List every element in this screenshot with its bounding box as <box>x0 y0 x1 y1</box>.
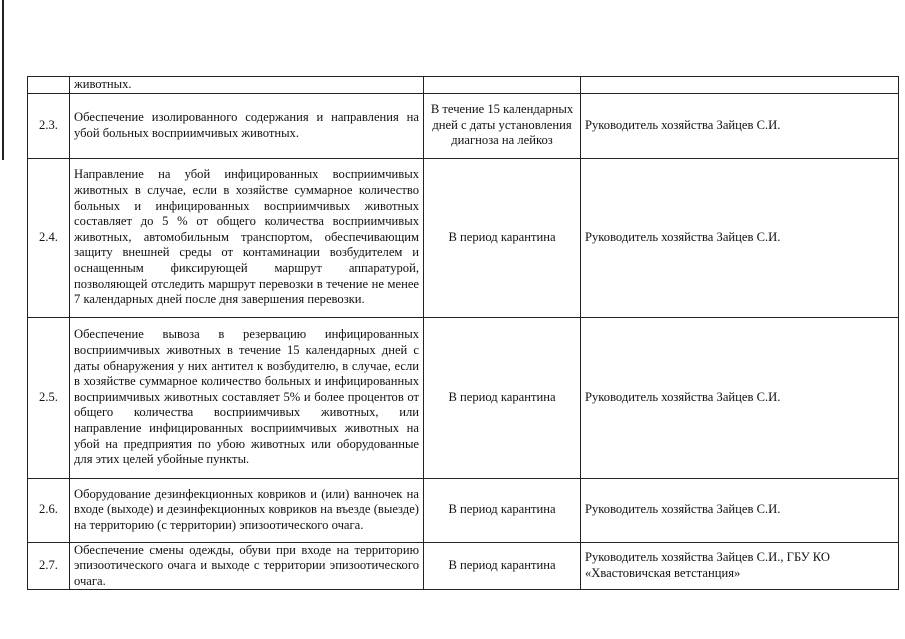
row-number: 2.4. <box>28 158 70 317</box>
table-row <box>28 93 899 158</box>
table-row <box>28 317 899 478</box>
term-cell: В течение 15 календарных дней с даты установления диагноза на лейкоз <box>424 93 581 158</box>
responsible-cell: Руководитель хозяйства Зайцев С.И. <box>581 93 899 158</box>
table-row <box>28 542 899 590</box>
table-row <box>28 158 899 317</box>
measure-text: Обеспечение вывоза в резервацию инфицированных восприимчивых животных в течение 15 календарных дней с даты обнаружения у них антител к возбудителю, в случае, если в хозяйстве суммарное количество больных и инфицированных восприимчивых животных составляет 5% и более процентов от общего количества восприимчивых животных, или направление инфицированных восприимчивых животных на убой на предприятия по убою животных или оборудованные для этих целей убойные пункты. <box>70 317 424 478</box>
measure-text: Направление на убой инфицированных восприимчивых животных в случае, если в хозяйстве суммарное количество больных и инфицированных восприимчивых животных составляет до 5 % от общего количества восприимчивых животных, автомобильным транспортом, обеспечивающим защиту внешней среды от контаминации возбудителем и оснащенным фиксирующей маршрут аппаратурой, позволяющей отследить маршрут перевозки в течение не менее 7 календарных дней после дня завершения перевозки. <box>70 158 424 317</box>
responsible-cell <box>581 77 899 94</box>
scan-edge-line <box>2 0 4 160</box>
row-number: 2.3. <box>28 93 70 158</box>
measure-text: животных. <box>70 77 424 94</box>
term-cell: В период карантина <box>424 542 581 590</box>
row-number: 2.5. <box>28 317 70 478</box>
table-row <box>28 77 899 94</box>
term-cell <box>424 77 581 94</box>
measure-text: Оборудование дезинфекционных ковриков и (или) ванночек на входе (выходе) и дезинфекционных ковриков на въезде (выезде) на территорию (с территории) эпизоотического очага. <box>70 478 424 542</box>
term-cell: В период карантина <box>424 478 581 542</box>
responsible-cell: Руководитель хозяйства Зайцев С.И. <box>581 478 899 542</box>
measure-text: Обеспечение смены одежды, обуви при входе на территорию эпизоотического очага и выходе с территории эпизоотического очага. <box>70 542 424 590</box>
row-number: 2.7. <box>28 542 70 590</box>
row-number <box>28 77 70 94</box>
row-number: 2.6. <box>28 478 70 542</box>
responsible-cell: Руководитель хозяйства Зайцев С.И. <box>581 317 899 478</box>
responsible-cell: Руководитель хозяйства Зайцев С.И., ГБУ КО «Хвастовичская ветстанция» <box>581 542 899 590</box>
term-cell: В период карантина <box>424 317 581 478</box>
term-cell: В период карантина <box>424 158 581 317</box>
table-row <box>28 478 899 542</box>
measures-table <box>27 76 899 590</box>
responsible-cell: Руководитель хозяйства Зайцев С.И. <box>581 158 899 317</box>
measure-text: Обеспечение изолированного содержания и направления на убой больных восприимчивых животных. <box>70 93 424 158</box>
